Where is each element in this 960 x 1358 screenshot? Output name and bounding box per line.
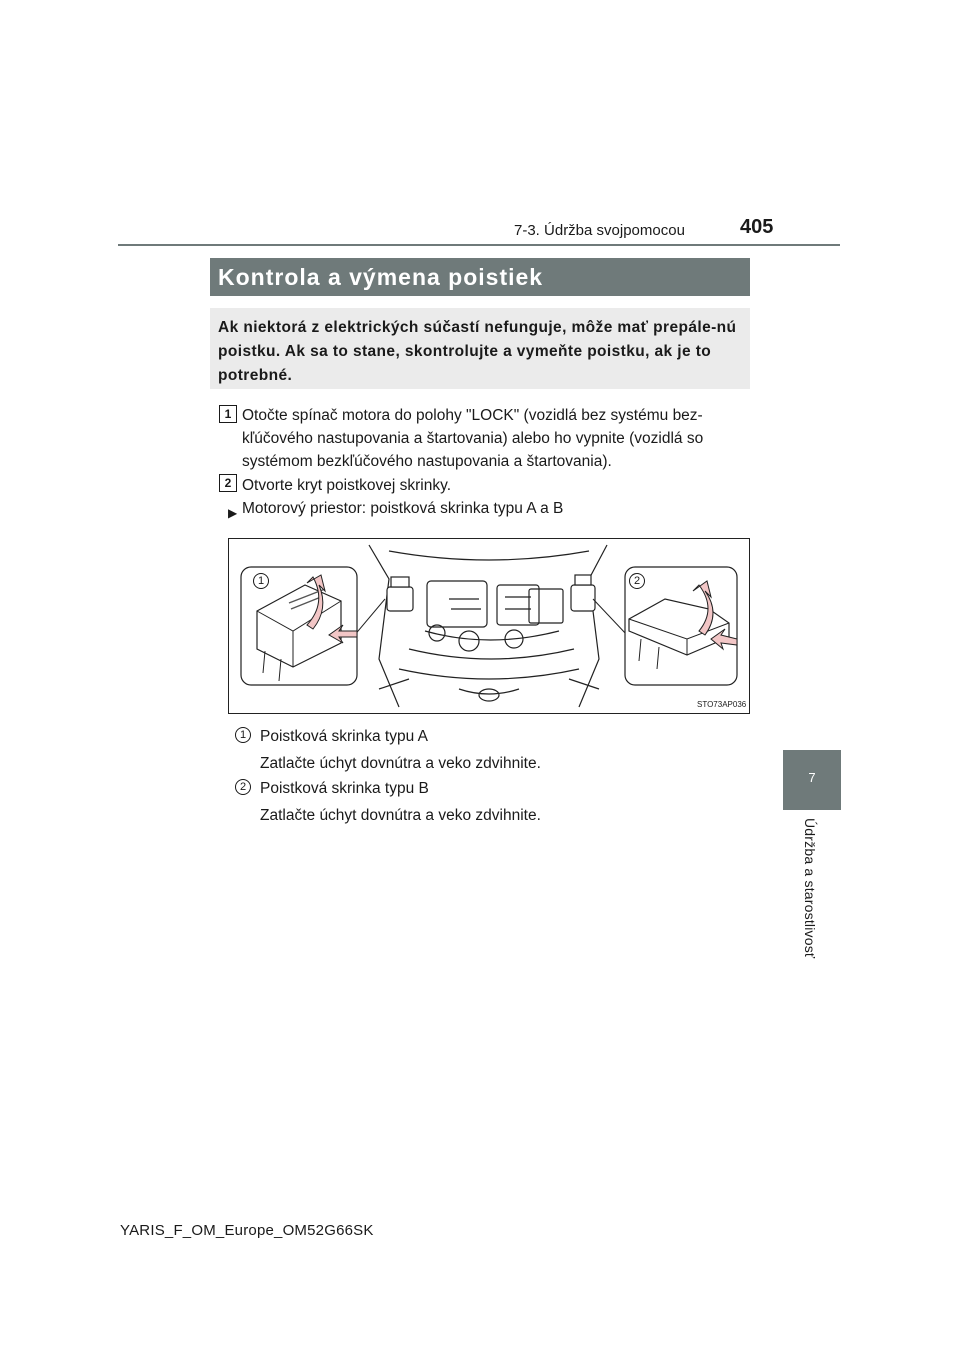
header-rule xyxy=(118,244,840,246)
intro-text: Ak niektorá z elektrických súčastí nefunguje, môže mať prepále-nú poistku. Ak sa to stane, skontrolujte a vymeňte poistku, ak je to potrebné. xyxy=(218,319,737,384)
callout-badge-1: 1 xyxy=(235,727,251,743)
step-1-line-1: Otočte spínač motora do polohy "LOCK" (vozidlá bez systému bez- xyxy=(242,407,703,424)
figure-code: STO73AP036 xyxy=(697,700,747,709)
callout-badge-2: 2 xyxy=(235,779,251,795)
step-badge-2: 2 xyxy=(219,474,237,492)
step-badge-1: 1 xyxy=(219,405,237,423)
title-bar xyxy=(210,258,750,296)
intro-box xyxy=(210,308,750,389)
step-2-line-1: Otvorte kryt poistkovej skrinky. xyxy=(242,477,452,494)
subheading: Motorový priestor: poistková skrinka typu A a B xyxy=(242,500,564,517)
chapter-tab xyxy=(783,750,841,810)
callout-1-desc: Zatlačte úchyt dovnútra a veko zdvihnite. xyxy=(260,755,541,772)
callout-2-title: Poistková skrinka typu B xyxy=(260,780,429,797)
engine-figure xyxy=(228,538,750,714)
triangle-bullet-icon: ▶ xyxy=(228,506,238,520)
step-2-text xyxy=(242,474,750,497)
engine-illustration xyxy=(229,539,749,713)
callout-2-desc: Zatlačte úchyt dovnútra a veko zdvihnite. xyxy=(260,807,541,824)
step-1-text xyxy=(242,404,750,473)
callout-1-title: Poistková skrinka typu A xyxy=(260,728,428,745)
section-title: 7-3. Údržba svojpomocou xyxy=(514,222,685,239)
step-1-line-3: systémom bezkľúčového nastupovania a štartovania). xyxy=(242,453,612,470)
chapter-number: 7 xyxy=(808,770,816,785)
footer-code: YARIS_F_OM_Europe_OM52G66SK xyxy=(120,1222,374,1239)
figure-label-2: 2 xyxy=(629,573,645,589)
step-1-line-2: kľúčového nastupovania a štartovania) alebo ho vypnite (vozidlá so xyxy=(242,430,704,447)
chapter-label: Údržba a starostlivosť xyxy=(802,818,818,959)
figure-label-1: 1 xyxy=(253,573,269,589)
page-heading: Kontrola a výmena poistiek xyxy=(218,264,544,290)
page-number: 405 xyxy=(740,216,774,238)
